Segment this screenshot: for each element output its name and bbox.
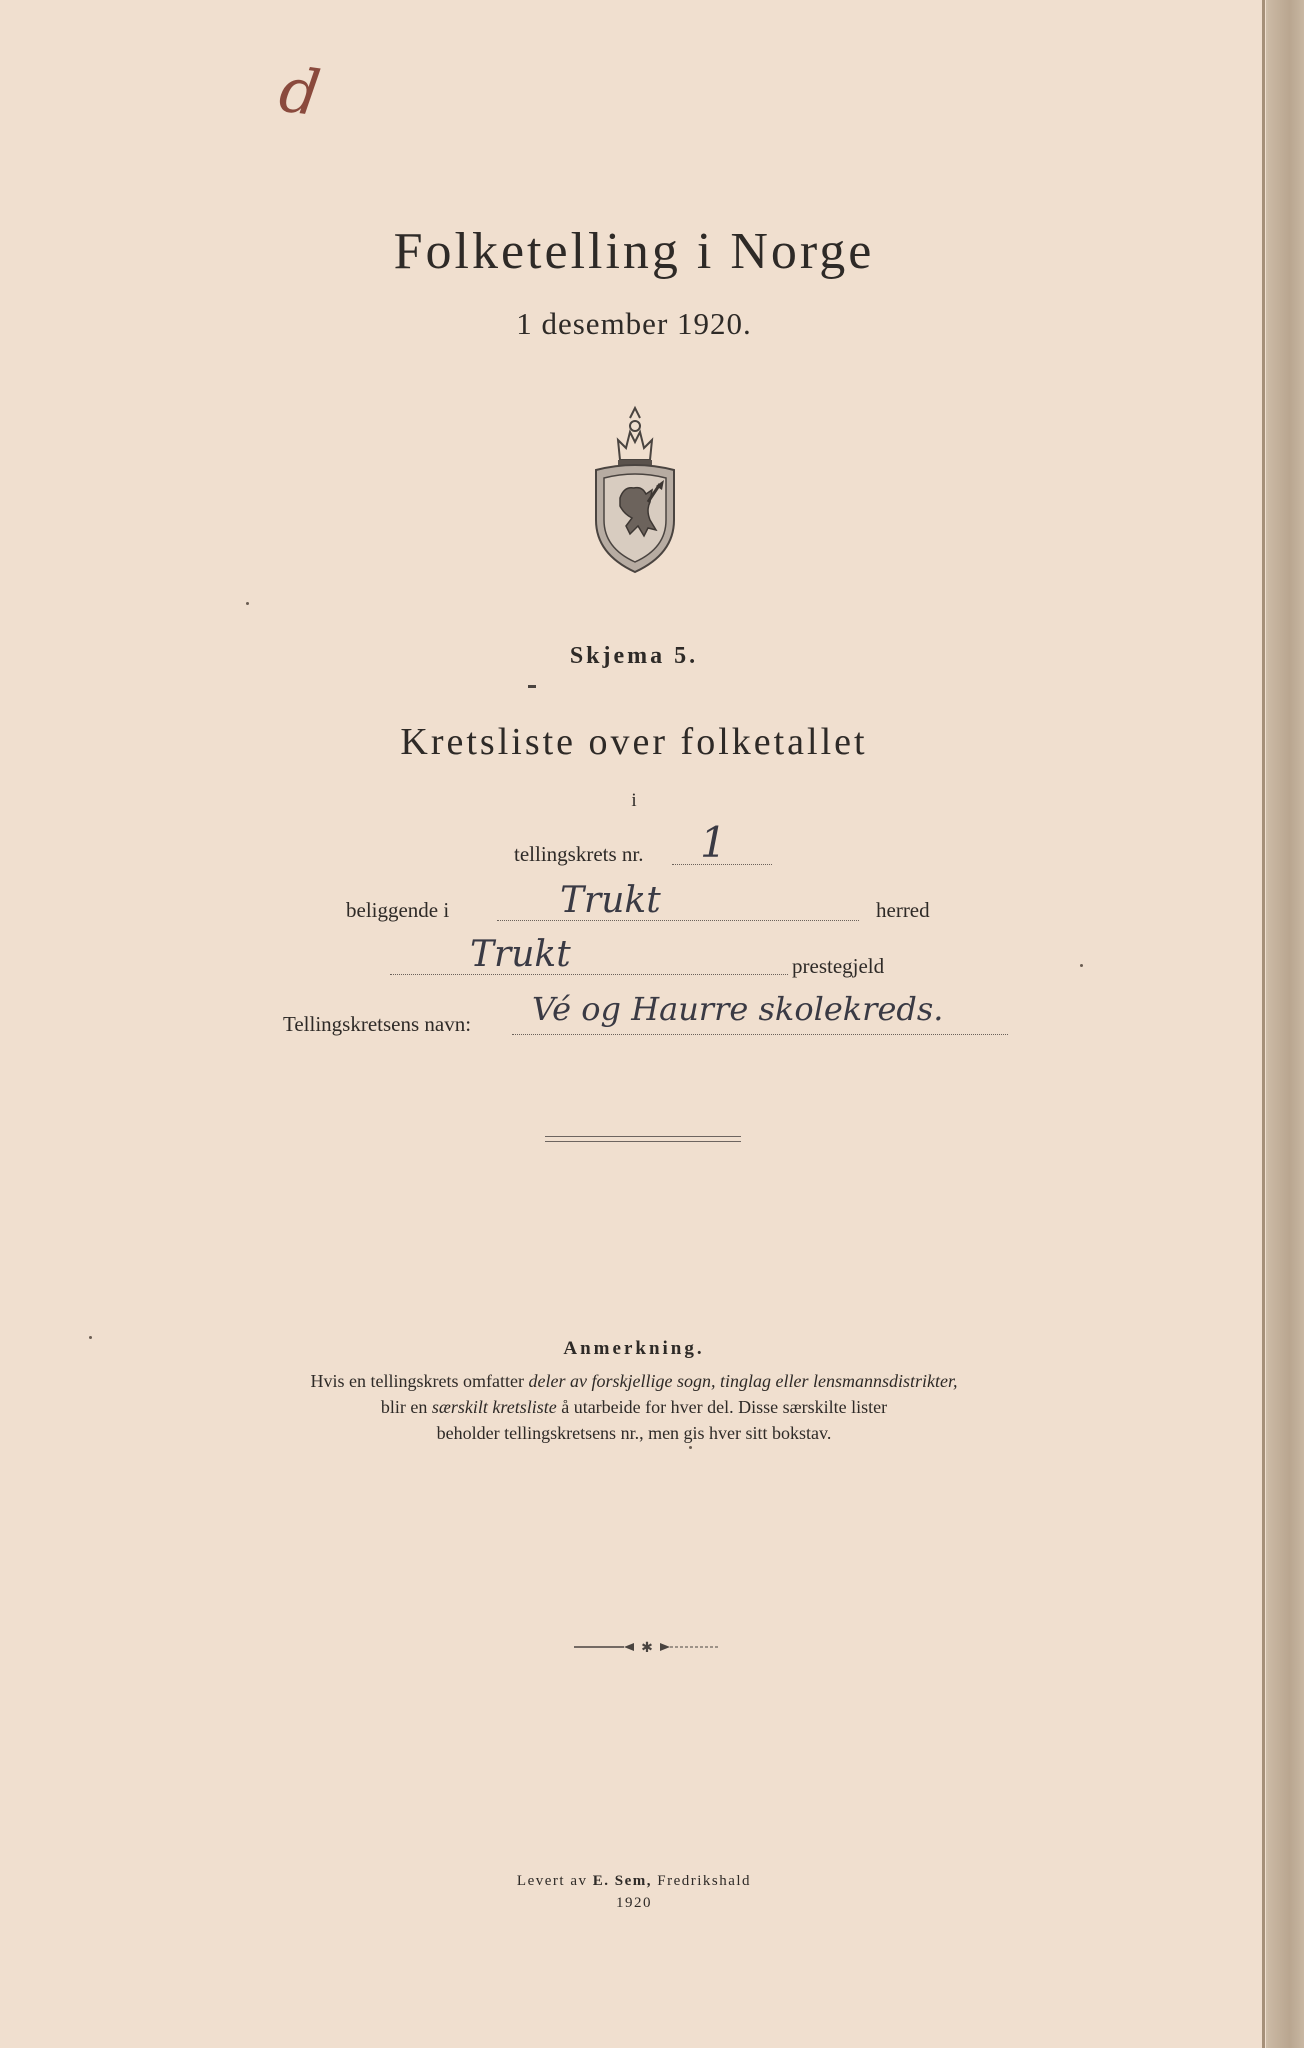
located-in-label: beliggende i (346, 898, 450, 922)
note-line-3: beholder tellingskretsens nr., men gis hver sitt bokstav. (436, 1423, 832, 1443)
paper-speck (1080, 964, 1083, 967)
note-line-2: blir en særskilt kretsliste å utarbeide for hver del. Disse særskilte lister (380, 1397, 888, 1417)
located-in-value: Trukt (560, 880, 661, 921)
parish-label: prestegjeld (792, 954, 885, 978)
paper-speck (689, 1446, 692, 1449)
schema-number: Skjema 5. (569, 643, 699, 669)
herred-label: herred (876, 898, 930, 922)
district-number-label: tellingskrets nr. (514, 842, 644, 866)
census-date: 1 desember 1920. (516, 306, 752, 341)
district-name-value: Vé og Haurre skolekreds. (532, 990, 944, 1028)
form-heading: Kretsliste over folketallet (400, 721, 868, 763)
imprint-year: 1920 (616, 1895, 652, 1911)
located-in-line (497, 920, 859, 921)
imprint-line: Levert av E. Sem, Fredrikshald (516, 1873, 752, 1889)
printer-imprint (0, 1870, 1268, 1914)
parish-line (390, 974, 788, 975)
district-name-line (512, 1034, 1008, 1035)
page-title: Folketelling i Norge (393, 223, 875, 280)
paper-speck (246, 602, 249, 605)
svg-text:✱: ✱ (641, 1640, 653, 1656)
paper-speck (89, 1336, 92, 1339)
pencil-annotation: d (275, 52, 325, 131)
norwegian-coat-of-arms-icon (590, 402, 680, 574)
note-text (0, 1368, 1268, 1446)
note-heading: Anmerkning. (563, 1338, 705, 1359)
parish-value: Trukt (470, 934, 571, 975)
divider-rule-top (545, 1136, 741, 1137)
ornament-divider-icon (572, 1637, 722, 1657)
divider-rule-bottom (545, 1141, 741, 1142)
note-line-1: Hvis en tellingskrets omfatter deler av forskjellige sogn, tinglag eller lensmannsdistrikter, (310, 1371, 958, 1391)
district-number-value: 1 (700, 818, 727, 867)
heading-preposition: i (631, 790, 637, 811)
dash-mark (528, 685, 536, 688)
district-name-label: Tellingskretsens navn: (283, 1012, 472, 1036)
page-edge (1268, 0, 1304, 2048)
